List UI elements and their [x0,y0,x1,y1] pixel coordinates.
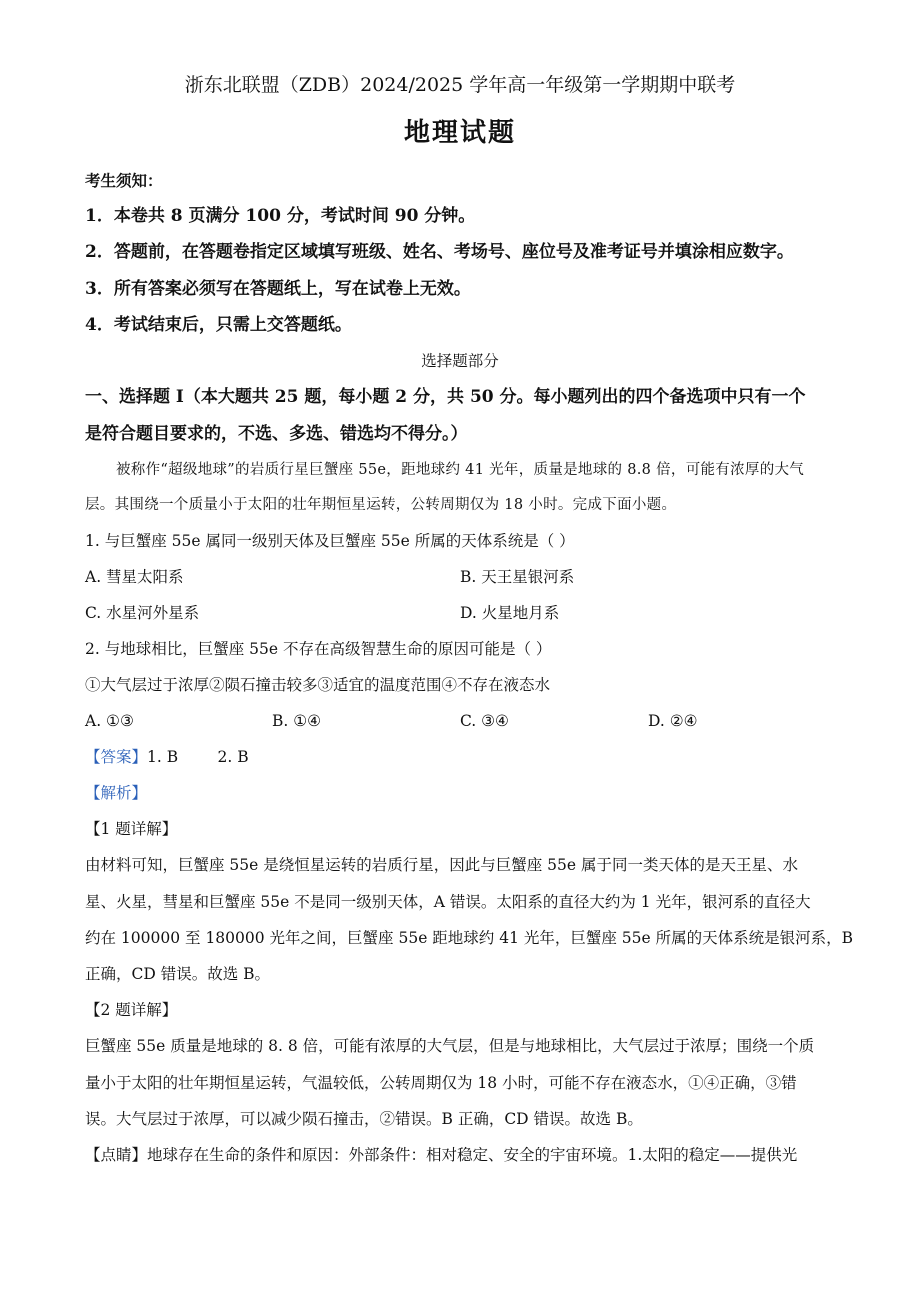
reading-passage: 层。其围绕一个质量小于太阳的壮年期恒星运转，公转周期仅为 18 小时。完成下面小题。 [85,497,677,513]
answer-line [85,746,860,768]
answer-tag: 【答案】 [85,748,148,766]
question-1-stem: 1. 与巨蟹座 55e 属同一级别天体及巨蟹座 55e 所属的天体系统是（ ） [85,532,575,550]
notice-item: 4．考试结束后，只需上交答题纸。 [85,315,352,335]
question-1-option-d: D. 火星地月系 [460,604,560,622]
tip-text: 【点睛】地球存在生命的条件和原因：外部条件：相对稳定、安全的宇宙环境。1.太阳的稳定——提供光 [85,1146,798,1164]
section-title: 选择题部分 [421,352,499,370]
notice-item: 1．本卷共 8 页满分 100 分，考试时间 90 分钟。 [85,206,476,226]
q2-analysis-heading: 【2 题详解】 [85,1001,178,1019]
part-heading: 一、选择题 I（本大题共 25 题，每小题 2 分，共 50 分。每小题列出的四个备选项中只有一个 [85,387,806,407]
question-2-option-a: A. ①③ [85,712,134,730]
part-heading: 是符合题目要求的，不选、多选、错选均不得分。） [85,424,468,444]
question-2-option-b: B. ①④ [272,712,322,730]
notice-item: 2．答题前，在答题卷指定区域填写班级、姓名、考场号、座位号及准考证号并填涂相应数字。 [85,242,794,262]
question-2-option-d: D. ②④ [648,712,698,730]
question-2-statements: ①大气层过于浓厚②陨石撞击较多③适宜的温度范围④不存在液态水 [85,676,551,694]
notice-heading: 考生须知： [85,171,163,190]
q1-analysis-text: 由材料可知，巨蟹座 55e 是绕恒星运转的岩质行星，因此与巨蟹座 55e 属于同一类天体的是天王星、水 [85,856,799,874]
subject-title: 地理试题 [403,118,516,148]
q1-analysis-text: 星、火星，彗星和巨蟹座 55e 不是同一级别天体，A 错误。太阳系的直径大约为 1 光年，银河系的直径大 [85,893,811,911]
exam-title: 浙东北联盟（ZDB）2024/2025 学年高一年级第一学期期中联考 [184,74,736,96]
question-1-option-c: C. 水星河外星系 [85,604,200,622]
q1-analysis-text: 约在 100000 至 180000 光年之间，巨蟹座 55e 距地球约 41 光年，巨蟹座 55e 所属的天体系统是银河系，B [85,929,854,947]
reading-passage: 被称作“超级地球”的岩质行星巨蟹座 55e，距地球约 41 光年，质量是地球的 8.8 倍，可能有浓厚的大气 [116,462,805,478]
q1-analysis-heading: 【1 题详解】 [85,820,178,838]
answer-text: 1. B 2. B [147,748,249,766]
question-2-option-c: C. ③④ [460,712,509,730]
q2-analysis-text: 量小于太阳的壮年期恒星运转，气温较低，公转周期仅为 18 小时，可能不存在液态水，①④正确，③错 [85,1074,797,1092]
question-2-stem: 2. 与地球相比，巨蟹座 55e 不存在高级智慧生命的原因可能是（ ） [85,640,552,658]
notice-item: 3．所有答案必须写在答题纸上，写在试卷上无效。 [85,279,471,299]
q2-analysis-text: 误。大气层过于浓厚，可以减少陨石撞击，②错误。B 正确，CD 错误。故选 B。 [85,1110,643,1128]
question-1-option-a: A. 彗星太阳系 [85,568,184,586]
analysis-tag: 【解析】 [85,784,148,802]
q2-analysis-text: 巨蟹座 55e 质量是地球的 8. 8 倍，可能有浓厚的大气层，但是与地球相比，大气层过于浓厚；围绕一个质 [85,1037,815,1055]
q1-analysis-text: 正确，CD 错误。故选 B。 [85,965,271,983]
question-1-option-b: B. 天王星银河系 [460,568,575,586]
